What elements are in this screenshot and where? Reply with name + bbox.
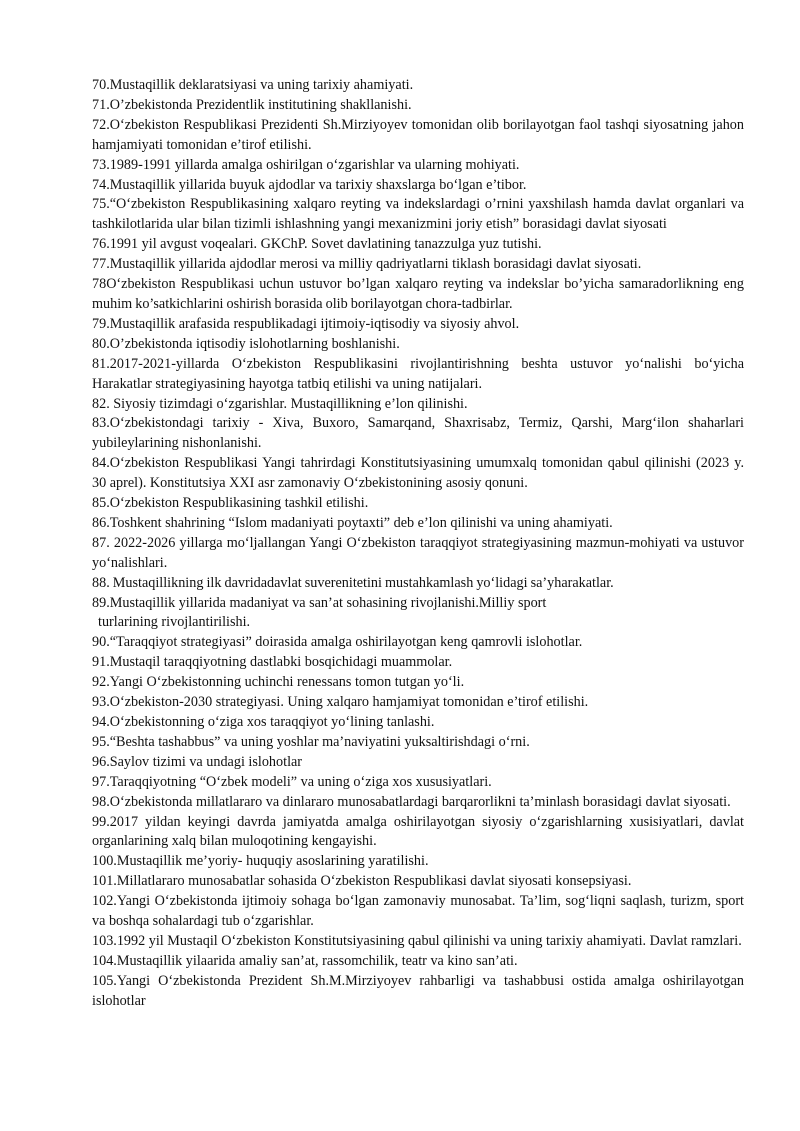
list-item: 103.1992 yil Mustaqil O‘zbekiston Konstitutsiyasining qabul qilinishi va uning tarixiy ahamiyati. Davlat ramzlari. xyxy=(92,932,742,949)
list-item: 85.O‘zbekiston Respublikasining tashkil etilishi. xyxy=(92,495,369,512)
list-item: 73.1989-1991 yillarda amalga oshirilgan o‘zgarishlar va ularning mohiyati. xyxy=(92,156,520,173)
list-item: 91.Mustaqil taraqqiyotning dastlabki bosqichidagi muammolar. xyxy=(92,654,453,671)
list-item: 71.O’zbekistonda Prezidentlik institutining shakllanishi. xyxy=(92,96,412,113)
list-item: 104.Mustaqillik yilaarida amaliy san’at, rassomchilik, teatr va kino san’ati. xyxy=(92,952,518,969)
list-item: 82. Siyosiy tizimdagi o‘zgarishlar. Mustaqillikning e’lon qilinishi. xyxy=(92,395,468,412)
list-item: 81.2017-2021-yillarda O‘zbekiston Respublikasini rivojlantirishning beshta ustuvor yo‘nalishi bo‘yicha Harakatlar strategiyasining hayotga tatbiq etilishi va uning natijalari. xyxy=(92,355,744,392)
list-item: 79.Mustaqillik arafasida respublikadagi ijtimoiy-iqtisodiy va siyosiy ahvol. xyxy=(92,315,520,332)
list-item: 76.1991 yil avgust voqealari. GKChP. Sovet davlatining tanazzulga yuz tutishi. xyxy=(92,236,542,253)
list-item-line: turlarining rivojlantirilishi. xyxy=(98,614,251,631)
list-item xyxy=(92,594,744,634)
list-item: 98.O‘zbekistonda millatlararo va dinlararo munosabatlardagi barqarorlikni ta’minlash borasidagi davlat siyosati. xyxy=(92,793,731,810)
list-item: 102.Yangi O‘zbekistonda ijtimoiy sohaga bo‘lgan zamonaviy munosabat. Ta’lim, sog‘liqni saqlash, turizm, sport va boshqa sohalardagi tub o‘zgarishlar. xyxy=(92,893,744,930)
list-item: 87. 2022-2026 yillarga mo‘ljallangan Yangi O‘zbekiston taraqqiyot strategiyasining mazmun-mohiyati va ustuvor yo‘nalishlari. xyxy=(92,534,744,571)
list-item: 74.Mustaqillik yillarida buyuk ajdodlar va tarixiy shaxslarga bo‘lgan e’tibor. xyxy=(92,176,527,193)
list-item: 77.Mustaqillik yillarida ajdodlar merosi va milliy qadriyatlarni tiklash borasidagi davlat siyosati. xyxy=(92,256,642,273)
list-item: 105.Yangi O‘zbekistonda Prezident Sh.M.Mirziyoyev rahbarligi va tashabbusi ostida amalga oshirilayotgan islohotlar xyxy=(92,972,744,1009)
list-item: 72.O‘zbekiston Respublikasi Prezidenti Sh.Mirziyoyev tomonidan olib borilayotgan faol tashqi siyosatning jahon hamjamiyati tomonidan e’tirof etilishi. xyxy=(92,116,744,153)
list-item: 75.“O‘zbekiston Respublikasining xalqaro reyting va indekslardagi o’rnini yaxshilash hamda davlat organlari va tashkilotlarida ular bilan tizimli ishlashning yangi mexanizmini joriy etish” borasidagi davlat siyosati xyxy=(92,196,744,233)
list-item: 100.Mustaqillik me’yoriy- huquqiy asoslarining yaratilishi. xyxy=(92,853,429,870)
list-item: 88. Mustaqillikning ilk davridadavlat suverenitetini mustahkamlash yo‘lidagi sa’yharakatlar. xyxy=(92,574,614,591)
list-item: 101.Millatlararo munosabatlar sohasida O‘zbekiston Respublikasi davlat siyosati konsepsiyasi. xyxy=(92,873,632,890)
list-item: 84.O‘zbekiston Respublikasi Yangi tahrirdagi Konstitutsiyasining umumxalq tomonidan qabul qilinishi (2023 y. 30 aprel). Konstitutsiya XXI asr zamonaviy O‘zbekistonining asosiy qonuni. xyxy=(92,455,744,492)
list-item: 97.Taraqqiyotning “O‘zbek modeli” va uning o‘ziga xos xususiyatlari. xyxy=(92,773,492,790)
list-item: 93.O‘zbekiston-2030 strategiyasi. Uning xalqaro hamjamiyat tomonidan e’tirof etilishi. xyxy=(92,694,589,711)
list-item: 86.Toshkent shahrining “Islom madaniyati poytaxti” deb e’lon qilinishi va uning ahamiyati. xyxy=(92,514,613,531)
list-item: 95.“Beshta tashabbus” va uning yoshlar ma’naviyatini yuksaltirishdagi o‘rni. xyxy=(92,733,530,750)
list-item: 99.2017 yildan keyingi davrda jamiyatda amalga oshirilayotgan siyosiy o‘zgarishlarning xusisiyatlari, davlat organlarining xalq bilan muloqotining kengayishi. xyxy=(92,813,744,850)
document-page xyxy=(92,76,744,1012)
list-item: 83.O‘zbekistondagi tarixiy - Xiva, Buxoro, Samarqand, Shaxrisabz, Termiz, Qarshi, Marg‘ilon shaharlari yubileylarining nishonlanishi. xyxy=(92,415,744,452)
list-item: 70.Mustaqillik deklaratsiyasi va uning tarixiy ahamiyati. xyxy=(92,77,414,93)
list-item: 80.O’zbekistonda iqtisodiy islohotlarning boshlanishi. xyxy=(92,335,400,352)
list-item: 78O‘zbekiston Respublikasi uchun ustuvor bo’lgan xalqaro reyting va indekslar bo’yicha samaradorlikning eng muhim ko’satkichlarini oshirish borasida olib borilayotgan chora-tadbirlar. xyxy=(92,276,744,312)
list-item: 94.O‘zbekistonning o‘ziga xos taraqqiyot yo‘lining tanlashi. xyxy=(92,714,435,730)
list-item: 96.Saylov tizimi va undagi islohotlar xyxy=(92,753,303,770)
list-item-line: 89.Mustaqillik yillarida madaniyat va san’at sohasining rivojlanishi.Milliy sport xyxy=(92,594,547,611)
list-item: 90.“Taraqqiyot strategiyasi” doirasida amalga oshirilayotgan keng qamrovli islohotlar. xyxy=(92,634,583,651)
list-item: 92.Yangi O‘zbekistonning uchinchi renessans tomon tutgan yo‘li. xyxy=(92,674,465,691)
